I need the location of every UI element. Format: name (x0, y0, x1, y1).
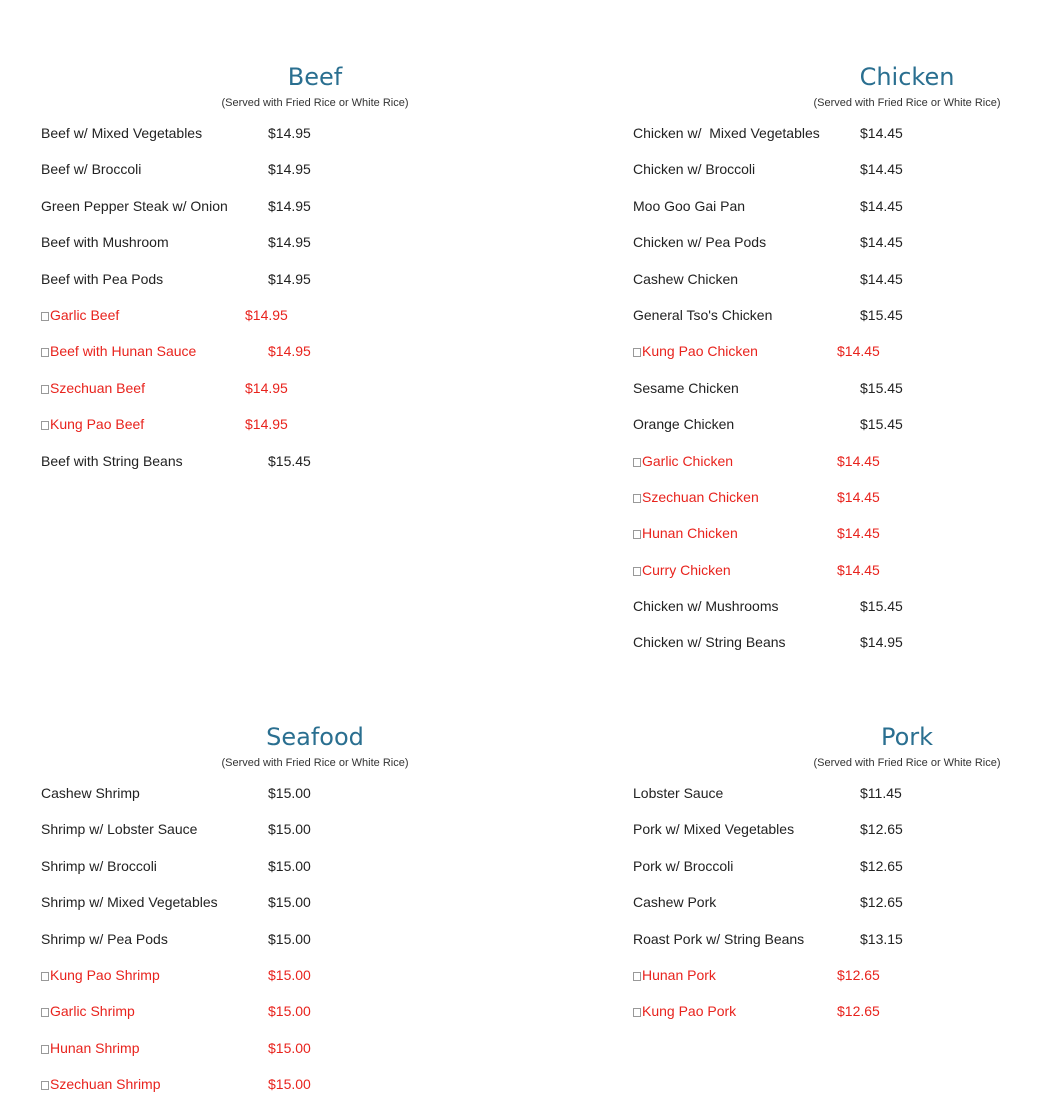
menu-item-name (633, 559, 731, 581)
menu-item-name (41, 1000, 135, 1022)
menu-item (633, 195, 1042, 231)
menu-item-label: General Tso's Chicken (633, 306, 773, 323)
menu-item-name (633, 782, 723, 804)
menu-item-name (41, 964, 160, 986)
spicy-marker-icon (41, 1081, 49, 1090)
menu-item-price: $15.00 (268, 894, 311, 911)
menu-item-label: Garlic Shrimp (50, 1003, 135, 1020)
menu-item-name (633, 928, 804, 950)
seafood-items (41, 782, 541, 1110)
menu-item-price: $14.95 (268, 234, 311, 251)
menu-item-price: $14.95 (860, 634, 903, 651)
menu-item-price: $14.95 (268, 161, 311, 178)
menu-item-label: Roast Pork w/ String Beans (633, 930, 805, 947)
menu-item-label: Shrimp w/ Lobster Sauce (41, 821, 198, 838)
menu-item-name (41, 158, 141, 180)
menu-item-name (41, 231, 169, 253)
menu-item (633, 486, 1042, 522)
spicy-marker-icon (41, 385, 49, 394)
menu-item-label: Kung Pao Beef (50, 416, 145, 433)
menu-item (633, 964, 1042, 1000)
menu-item-name (41, 195, 228, 217)
menu-item-name (633, 818, 794, 840)
menu-item-label: Curry Chicken (642, 561, 731, 578)
menu-item (41, 855, 541, 891)
menu-item-price: $15.45 (860, 416, 903, 433)
menu-item-price: $14.45 (860, 125, 903, 141)
beef-title: Beef (287, 63, 343, 91)
menu-item-price: $15.45 (860, 306, 903, 323)
menu-item-name (633, 304, 772, 326)
menu-item-price: $14.95 (268, 343, 311, 360)
menu-item-name (41, 413, 144, 435)
menu-item-price: $15.00 (268, 1003, 311, 1020)
menu-item-label: Garlic Beef (50, 306, 120, 323)
menu-item-price: $14.95 (245, 379, 288, 396)
menu-item-label: Sesame Chicken (633, 379, 739, 396)
menu-item-label: Szechuan Shrimp (50, 1076, 161, 1093)
menu-item-price: $12.65 (837, 966, 880, 983)
menu-item-name (41, 818, 197, 840)
menu-item-price: $14.45 (860, 197, 903, 214)
menu-item-label: Chicken w/ Mushrooms (633, 598, 779, 615)
menu-item (633, 231, 1042, 267)
menu-item-label: Pork w/ Mixed Vegetables (633, 821, 795, 838)
menu-item (41, 268, 541, 304)
spicy-marker-icon (41, 1045, 49, 1054)
menu-item-label: Szechuan Chicken (642, 488, 759, 505)
menu-item-name (41, 340, 196, 362)
menu-item (41, 195, 541, 231)
spicy-marker-icon (41, 421, 49, 430)
menu-item-name (41, 1037, 140, 1059)
menu-item (633, 595, 1042, 631)
menu-item (41, 377, 541, 413)
menu-item (633, 377, 1042, 413)
menu-item-price: $12.65 (837, 1003, 880, 1020)
menu-item-name (633, 340, 758, 362)
menu-item-label: Shrimp w/ Broccoli (41, 857, 157, 874)
menu-item-label: Beef with String Beans (41, 452, 183, 469)
menu-item (633, 928, 1042, 964)
menu-item-name (633, 158, 755, 180)
menu-item-price: $15.00 (268, 930, 311, 947)
menu-item (633, 450, 1042, 486)
menu-item-label: Beef with Mushroom (41, 234, 169, 251)
menu-item-name (41, 855, 157, 877)
menu-item-name (41, 122, 202, 144)
menu-item-name (633, 855, 733, 877)
menu-item (41, 340, 541, 376)
spicy-marker-icon (41, 312, 49, 321)
menu-item-price: $15.00 (268, 821, 311, 838)
menu-item-label: Cashew Shrimp (41, 785, 140, 801)
menu-item (633, 631, 1042, 667)
menu-item-name (633, 377, 739, 399)
chicken-subtitle: (Served with Fried Rice or White Rice) (813, 97, 1001, 109)
menu-item-name (41, 782, 140, 804)
menu-item-price: $15.45 (860, 379, 903, 396)
menu-item-name (633, 1000, 736, 1022)
menu-item-label: Chicken w/ Pea Pods (633, 234, 767, 251)
menu-item (633, 158, 1042, 194)
menu-item-name (633, 891, 716, 913)
menu-item-name (41, 268, 163, 290)
spicy-marker-icon (633, 348, 641, 357)
menu-item-name (41, 891, 218, 913)
spicy-marker-icon (633, 530, 641, 539)
menu-item-label: Kung Pao Chicken (642, 343, 758, 360)
menu-item-label: Pork w/ Broccoli (633, 857, 734, 874)
menu-item-name (633, 486, 759, 508)
menu-item (633, 818, 1042, 854)
beef-items (41, 122, 541, 486)
menu-item-name (633, 450, 733, 472)
menu-item-price: $12.65 (860, 894, 903, 911)
menu-item-price: $14.45 (860, 270, 903, 287)
menu-item-price: $15.45 (268, 452, 311, 469)
menu-item-price: $11.45 (860, 785, 902, 801)
menu-item (633, 1000, 1042, 1036)
chicken-header (633, 62, 1042, 120)
menu-item-name (41, 377, 145, 399)
menu-item-name (633, 522, 738, 544)
pork-items (633, 782, 1042, 1037)
menu-item-name (633, 595, 779, 617)
menu-item-price: $12.65 (860, 821, 903, 838)
pork-header (633, 722, 1042, 780)
menu-item-price: $14.45 (837, 561, 880, 578)
menu-item-price: $14.95 (268, 270, 311, 287)
chicken-title: Chicken (859, 63, 955, 91)
spicy-marker-icon (633, 972, 641, 981)
menu-item (633, 122, 1042, 158)
beef-header (41, 62, 589, 120)
menu-item-price: $15.00 (268, 857, 311, 874)
menu-item-label: Orange Chicken (633, 416, 735, 433)
menu-item (41, 1037, 541, 1073)
menu-item-label: Cashew Chicken (633, 270, 739, 287)
spicy-marker-icon (633, 494, 641, 503)
beef-subtitle: (Served with Fried Rice or White Rice) (221, 97, 409, 109)
menu-item-price: $14.95 (245, 306, 288, 323)
menu-item-price: $14.45 (860, 161, 903, 178)
menu-item-price: $15.00 (268, 785, 311, 801)
menu-item (41, 782, 541, 818)
menu-item-label: Chicken w/ Mixed Vegetables (633, 125, 820, 141)
menu-item-label: Beef with Hunan Sauce (50, 343, 197, 360)
menu-item-name (633, 231, 766, 253)
menu-item-name (41, 928, 168, 950)
menu-item-price: $14.95 (268, 125, 311, 141)
pork-subtitle: (Served with Fried Rice or White Rice) (813, 757, 1001, 769)
menu-item-label: Lobster Sauce (633, 785, 724, 801)
menu-item (41, 231, 541, 267)
menu-item (41, 413, 541, 449)
menu-item-label: Kung Pao Shrimp (50, 966, 160, 983)
menu-item-label: Shrimp w/ Mixed Vegetables (41, 894, 218, 911)
menu-item-price: $15.00 (268, 1076, 311, 1093)
menu-item-price: $12.65 (860, 857, 903, 874)
spicy-marker-icon (41, 348, 49, 357)
menu-item-label: Chicken w/ Broccoli (633, 161, 756, 178)
menu-item-name (41, 1073, 161, 1095)
menu-item (41, 304, 541, 340)
chicken-section (633, 62, 1042, 651)
menu-item (41, 928, 541, 964)
menu-item-label: Green Pepper Steak w/ Onion (41, 197, 228, 214)
menu-item-name (633, 122, 820, 144)
menu-item (633, 855, 1042, 891)
menu-item (41, 122, 541, 158)
menu-item (41, 891, 541, 927)
menu-item-price: $14.95 (268, 197, 311, 214)
menu-item-label: Shrimp w/ Pea Pods (41, 930, 168, 947)
menu-item-price: $13.15 (860, 930, 903, 947)
menu-item (633, 559, 1042, 595)
seafood-section (41, 722, 541, 1093)
menu-item-price: $14.45 (837, 488, 880, 505)
menu-item (633, 304, 1042, 340)
menu-item (41, 818, 541, 854)
menu-item (41, 964, 541, 1000)
spicy-marker-icon (633, 458, 641, 467)
menu-item-price: $14.45 (837, 452, 880, 469)
menu-item (41, 1073, 541, 1109)
menu-item-name (633, 195, 745, 217)
menu-item-name (633, 631, 786, 653)
menu-item-label: Garlic Chicken (642, 452, 734, 469)
menu-item-label: Beef w/ Mixed Vegetables (41, 125, 203, 141)
menu-item (633, 340, 1042, 376)
beef-section (41, 62, 541, 469)
menu-item (633, 522, 1042, 558)
seafood-header (41, 722, 589, 780)
menu-item (633, 782, 1042, 818)
menu-item-name (633, 268, 738, 290)
menu-item-price: $14.45 (860, 234, 903, 251)
seafood-subtitle: (Served with Fried Rice or White Rice) (221, 757, 409, 769)
menu-item-label: Hunan Shrimp (50, 1039, 140, 1056)
menu-item-name (633, 964, 716, 986)
pork-title: Pork (880, 723, 934, 751)
menu-item-price: $15.00 (268, 966, 311, 983)
spicy-marker-icon (41, 1008, 49, 1017)
menu-item-label: Beef with Pea Pods (41, 270, 164, 287)
menu-item-name (41, 304, 119, 326)
menu-item (41, 450, 541, 486)
menu-item-name (41, 450, 183, 472)
menu-item (633, 268, 1042, 304)
menu-item-label: Moo Goo Gai Pan (633, 197, 746, 214)
menu-item-price: $15.45 (860, 598, 903, 615)
menu-item-price: $15.00 (268, 1039, 311, 1056)
menu-item-price: $14.45 (837, 343, 880, 360)
menu-item-label: Hunan Pork (642, 966, 716, 983)
spicy-marker-icon (633, 567, 641, 576)
menu-item-price: $14.45 (837, 525, 880, 542)
menu-item-label: Chicken w/ String Beans (633, 634, 786, 651)
menu-item (633, 413, 1042, 449)
menu-item-label: Cashew Pork (633, 894, 717, 911)
menu-item-price: $14.95 (245, 416, 288, 433)
seafood-title: Seafood (266, 723, 364, 751)
menu-item-label: Szechuan Beef (50, 379, 145, 396)
menu-item-label: Beef w/ Broccoli (41, 161, 142, 178)
menu-item-label: Hunan Chicken (642, 525, 738, 542)
spicy-marker-icon (41, 972, 49, 981)
menu-item-name (633, 413, 734, 435)
spicy-marker-icon (633, 1008, 641, 1017)
chicken-items (633, 122, 1042, 668)
pork-section (633, 722, 1042, 1020)
menu-item (41, 1000, 541, 1036)
menu-item (633, 891, 1042, 927)
menu-item (41, 158, 541, 194)
menu-item-label: Kung Pao Pork (642, 1003, 737, 1020)
